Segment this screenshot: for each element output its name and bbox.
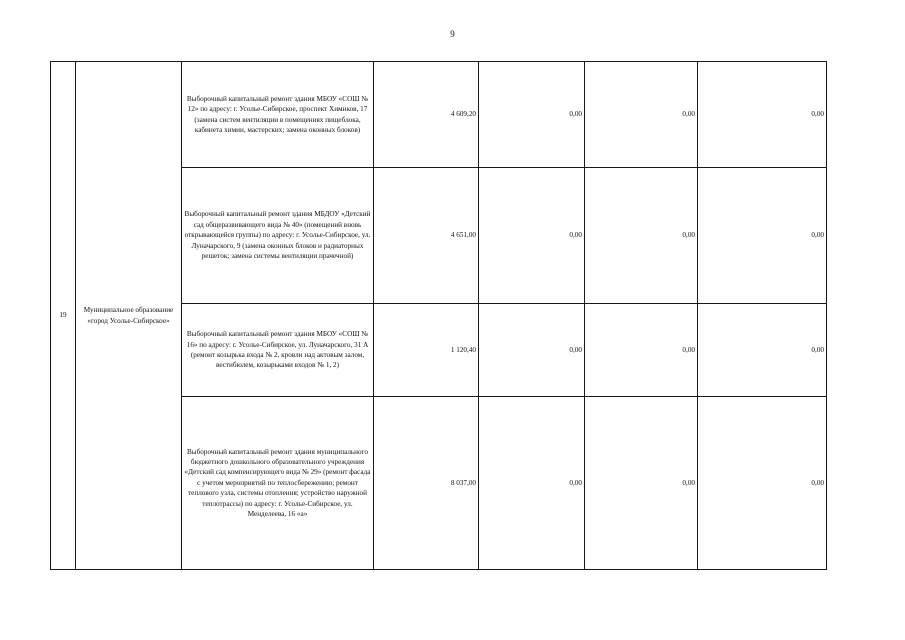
- description-cell: Выборочный капитальный ремонт здания МБДОУ «Детский сад общеразвивающего вида № 40» (помещений вновь открывающейся группы) по адресу: г. Усолье-Сибирское, ул. Луначарского, 9 (замена оконных блоков и радиаторных решеток; замена системы вентиляции прачечной): [182, 168, 374, 304]
- description-cell: Выборочный капитальный ремонт здания МБОУ «СОШ № 12» по адресу: г. Усолье-Сибирское, проспект Химиков, 17 (замена систем вентиляции в помещениях пищеблока, кабинета химии, мастерских; замена оконных блоков): [182, 62, 374, 168]
- amount-cell: 4 651,00: [374, 168, 479, 304]
- value-cell: 0,00: [479, 304, 585, 397]
- value-cell: 0,00: [479, 397, 585, 570]
- value-cell: 0,00: [585, 168, 698, 304]
- value-cell: 0,00: [698, 397, 827, 570]
- table-row: [51, 62, 827, 168]
- value-cell: 0,00: [585, 397, 698, 570]
- budget-table: [50, 61, 827, 570]
- amount-cell: 1 120,40: [374, 304, 479, 397]
- value-cell: 0,00: [698, 304, 827, 397]
- value-cell: 0,00: [698, 168, 827, 304]
- page-number: 9: [450, 29, 455, 39]
- value-cell: 0,00: [585, 62, 698, 168]
- description-cell: Выборочный капитальный ремонт здания МБОУ «СОШ № 16» по адресу: г. Усолье-Сибирское, ул. Луначарского, 31 А (ремонт козырька входа № 2, кровли над актовым залом, вестибюлем, козырьками входов № 1, 2): [182, 304, 374, 397]
- amount-cell: 8 037,00: [374, 397, 479, 570]
- description-cell: Выборочный капитальный ремонт здания муниципального бюджетного дошкольного образовательного учреждения «Детский сад компенсирующего вида № 29» (ремонт фасада с учетом мероприятий по теплосбережению; ремонт теплового узла, системы отопления; устройство наружной теплотрассы) по адресу: г. Усолье-Сибирское, ул. Менделеева, 16 «а»: [182, 397, 374, 570]
- value-cell: 0,00: [698, 62, 827, 168]
- row-number-cell: 19: [51, 62, 76, 570]
- municipality-cell: Муниципальное образование «город Усолье-Сибирское»: [76, 62, 182, 570]
- amount-cell: 4 609,20: [374, 62, 479, 168]
- value-cell: 0,00: [479, 62, 585, 168]
- value-cell: 0,00: [585, 304, 698, 397]
- value-cell: 0,00: [479, 168, 585, 304]
